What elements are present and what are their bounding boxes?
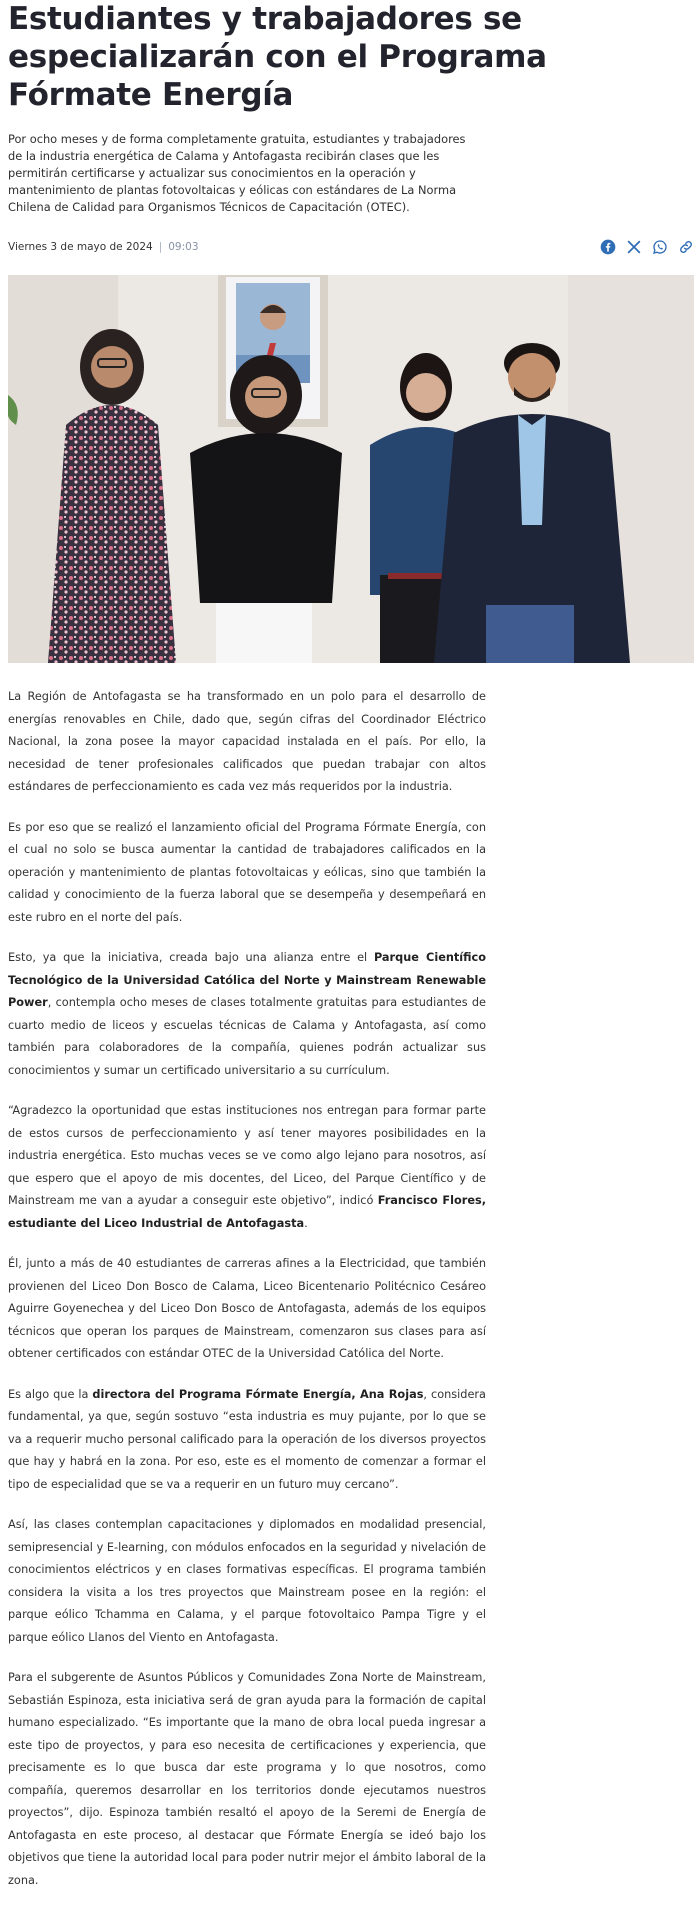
paragraph-7: Así, las clases contemplan capacitaciones y diplomados en modalidad presencial, semipresencial y E-learning, con módulos enfocados en la seguridad y nivelación de conocimientos eléctricos y en clases formativas específicas. El programa también considera la visita a los tres proyectos que Mainstream posee en la región: el parque eólico Tchamma en Calama, y el parque fotovoltaico Pampa Tigre y el parque eólico Llanos del Viento en Antofagasta.	[8, 1518, 486, 1644]
publish-time: 09:03	[168, 241, 199, 253]
article-title: Estudiantes y trabajadores se especializarán con el Programa Fórmate Energía	[8, 1, 547, 113]
paragraph-text: .	[304, 1216, 308, 1230]
whatsapp-icon[interactable]	[652, 239, 668, 255]
paragraph-1: La Región de Antofagasta se ha transformado en un polo para el desarrollo de energías renovables en Chile, dado que, según cifras del Coordinador Eléctrico Nacional, la zona posee la mayor capacidad instalada en el país. Por ello, la necesidad de tener profesionales calificados que puedan trabajar con altos estándares de perfeccionamiento es cada vez más requeridos por la industria.	[8, 690, 486, 793]
paragraph-8: Para el subgerente de Asuntos Públicos y Comunidades Zona Norte de Mainstream, Sebastián Espinoza, esta iniciativa será de gran ayuda para la formación de capital humano especializado. “Es importante que la mano de obra local pueda ingresar a este tipo de proyectos, y para eso necesita de certificaciones y experiencia, que precisamente es lo que busca dar este programa y lo que nosotros, como compañía, queremos desarrollar en los territorios donde ejecutamos nuestros proyectos”, dijo. Espinoza también resaltó el apoyo de la Seremi de Energía de Antofagasta en este proceso, al destacar que Fórmate Energía se ideó bajo los objetivos que tiene la autoridad local para poder nutrir mejor el ámbito laboral de la zona.	[8, 1671, 486, 1887]
paragraph-5: Él, junto a más de 40 estudiantes de carreras afines a la Electricidad, que también provienen del Liceo Don Bosco de Calama, Liceo Bicentenario Politécnico Cesáreo Aguirre Goyenechea y del Liceo Don Bosco de Antofagasta, además de los equipos técnicos que operan los parques de Mainstream, comenzaron sus clases para así obtener certificados con estándar OTEC de la Universidad Católica del Norte.	[8, 1257, 486, 1360]
facebook-icon[interactable]	[600, 239, 616, 255]
article-lead: Por ocho meses y de forma completamente gratuita, estudiantes y trabajadores de la industria energética de Calama y Antofagasta recibirán clases que les permitirán certificarse y actualizar sus conocimientos en la operación y mantenimiento de plantas fotovoltaicas y eólicas con estándares de La Norma Chilena de Calidad para Organismos Técnicos de Capacitación (OTEC).	[8, 132, 466, 214]
paragraph-3	[8, 947, 486, 1082]
quote-text: “Agradezco la oportunidad que estas instituciones nos entregan para formar parte de estos cursos de perfeccionamiento y así tener mayores posibilidades en la industria energética. Esto muchas veces se ve como algo lejano para nosotros, así que espero que el apoyo de mis docentes, del Liceo, del Parque Científico y de Mainstream me van a ayudar a conseguir este objetivo”, indicó	[8, 1104, 486, 1207]
paragraph-2: Es por eso que se realizó el lanzamiento oficial del Programa Fórmate Energía, con el cual no solo se busca aumentar la cantidad de trabajadores calificados en la operación y mantenimiento de plantas fotovoltaicas y eólicas, sino que también la calidad y conocimiento de la fuerza laboral que se desempeña y desempeñará en este rubro en el norte del país.	[8, 820, 486, 924]
date-time-separator: |	[158, 241, 163, 253]
paragraph-4	[8, 1100, 486, 1235]
article-meta	[8, 237, 694, 257]
link-icon[interactable]	[678, 239, 694, 255]
paragraph-text: , contempla ocho meses de clases totalmente gratuitas para estudiantes de cuarto medio de liceos y escuelas técnicas de Calama y Antofagasta, así como también para colaboradores de la compañía, quienes podrán actualizar sus conocimientos y sumar un certificado universitario a su currículum.	[8, 996, 486, 1077]
paragraph-text: Esto, ya que la iniciativa, creada bajo una alianza entre el	[8, 951, 374, 964]
highlight-director: directora del Programa Fórmate Energía, Ana Rojas	[92, 1387, 424, 1401]
paragraph-6	[8, 1384, 486, 1497]
highlight-organizations: Parque Científico Tecnológico de la Universidad Católica del Norte y Mainstream Renewable Power	[8, 951, 486, 1009]
article-photo	[8, 275, 694, 663]
group-photo-illustration	[8, 275, 694, 663]
highlight-speaker: Francisco Flores, estudiante del Liceo Industrial de Antofagasta	[8, 1194, 486, 1230]
paragraph-text: , considera fundamental, ya que, según sostuvo “esta industria es muy pujante, por lo que se va a requerir mucho personal calificado para la operación de los diversos proyectos que hay y habrá en la zona. Por eso, este es el momento de comenzar a formar el tipo de especialidad que se va a requerir en un futuro muy cercano”.	[8, 1387, 486, 1491]
publish-date: Viernes 3 de mayo de 2024	[8, 241, 153, 253]
x-icon[interactable]	[626, 239, 642, 255]
paragraph-text: Es algo que la	[8, 1387, 93, 1401]
article-body	[8, 686, 486, 1910]
share-bar	[600, 239, 694, 255]
